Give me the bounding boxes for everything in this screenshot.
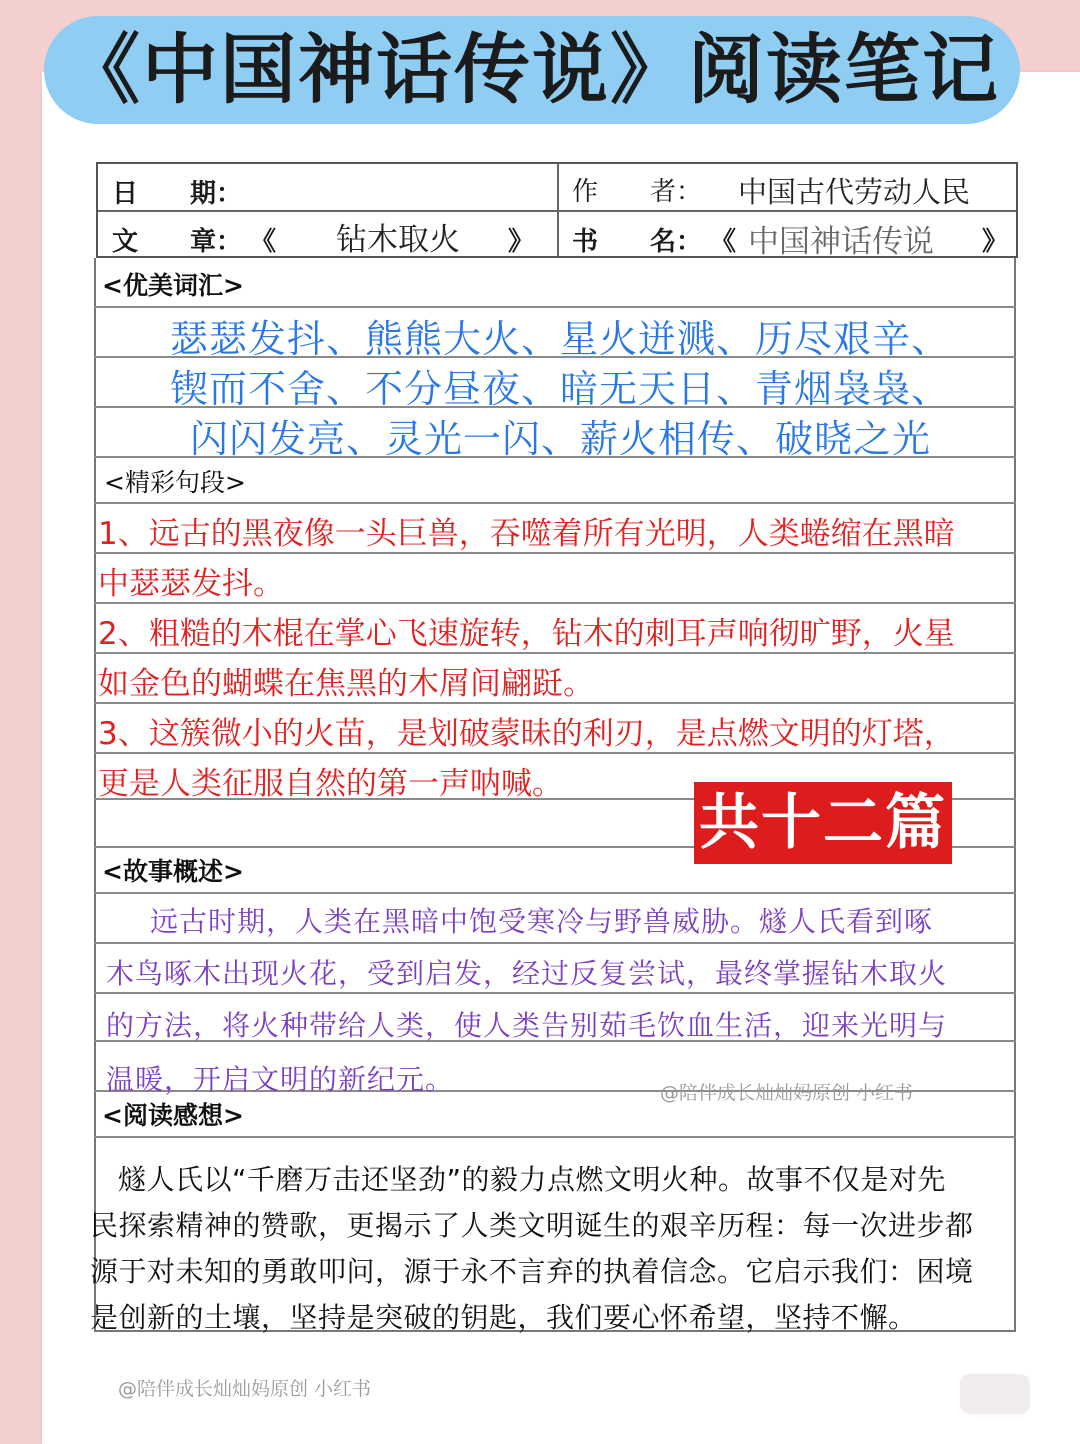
summary-line: 的方法，将火种带给人类，使人类告别茹毛饮血生活，迎来光明与	[106, 1009, 948, 1042]
blurred-mark	[960, 1374, 1030, 1414]
vocab-line: 锲而不舍、不分昼夜、暗无天日、青烟袅袅、	[170, 367, 951, 411]
page-title: 《中国神话传说》阅读笔记	[64, 25, 1000, 114]
quotes-heading: <精彩句段>	[104, 468, 246, 497]
author-label: 作 者：	[572, 177, 703, 207]
vocab-line: 瑟瑟发抖、熊熊大火、星火迸溅、历尽艰辛、	[170, 317, 951, 361]
thought-line: 源于对未知的勇敢叩问，源于永不言弃的执着信念。它启示我们：困境	[90, 1255, 974, 1288]
date-label: 日 期：	[112, 179, 243, 209]
article-close-bracket: 》	[508, 227, 535, 257]
summary-line: 远古时期，人类在黑暗中饱受寒冷与野兽威胁。燧人氏看到啄	[150, 905, 934, 938]
book-value: 中国神话传说	[748, 224, 934, 260]
article-open-bracket: 《	[250, 227, 277, 257]
quote-line: 更是人类征服自然的第一声呐喊。	[98, 766, 563, 802]
watermark: @陪伴成长灿灿妈原创 小红书	[660, 1082, 914, 1104]
ruled-line	[94, 502, 1016, 504]
article-count-badge: 共十二篇	[694, 782, 952, 864]
quote-line: 2、粗糙的木棍在掌心飞速旋转，钻木的刺耳声响彻旷野，火星	[98, 616, 955, 652]
article-label: 文 章：	[112, 227, 243, 257]
summary-heading: <故事概述>	[102, 857, 244, 886]
ruled-line	[94, 1136, 1016, 1138]
quote-line: 中瑟瑟发抖。	[98, 566, 284, 602]
info-table-divider	[557, 164, 559, 256]
article-value: 钻木取火	[336, 222, 460, 258]
info-table	[96, 162, 1018, 258]
book-close-bracket: 》	[982, 227, 1009, 257]
thought-line: 民探索精神的赞歌，更揭示了人类文明诞生的艰辛历程：每一次进步都	[90, 1209, 974, 1242]
summary-line: 木鸟啄木出现火花，受到启发，经过反复尝试，最终掌握钻木取火	[106, 957, 948, 990]
ruled-line	[94, 942, 1016, 944]
book-label: 书 名：	[572, 227, 703, 257]
quote-line: 3、这簇微小的火苗，是划破蒙昧的利刃，是点燃文明的灯塔，	[98, 716, 955, 752]
vocab-line: 闪闪发亮、灵光一闪、薪火相传、破晓之光	[190, 417, 932, 461]
thought-line: 燧人氏以“千磨万击还坚劲”的毅力点燃文明火种。故事不仅是对先	[118, 1163, 947, 1196]
book-open-bracket: 《	[710, 227, 737, 257]
thought-line: 是创新的土壤，坚持是突破的钥匙，我们要心怀希望，坚持不懈。	[90, 1301, 917, 1334]
ruled-line	[94, 992, 1016, 994]
ruled-line	[94, 892, 1016, 894]
vocab-heading: <优美词汇>	[102, 271, 244, 300]
watermark: @陪伴成长灿灿妈原创 小红书	[118, 1378, 372, 1400]
author-value: 中国古代劳动人民	[738, 175, 971, 209]
quote-line: 如金色的蝴蝶在焦黑的木屑间翩跹。	[98, 666, 594, 702]
quote-line: 1、远古的黑夜像一头巨兽，吞噬着所有光明，人类蜷缩在黑暗	[98, 516, 955, 552]
summary-line: 温暖，开启文明的新纪元。	[106, 1063, 455, 1096]
thoughts-heading: <阅读感想>	[102, 1101, 244, 1130]
